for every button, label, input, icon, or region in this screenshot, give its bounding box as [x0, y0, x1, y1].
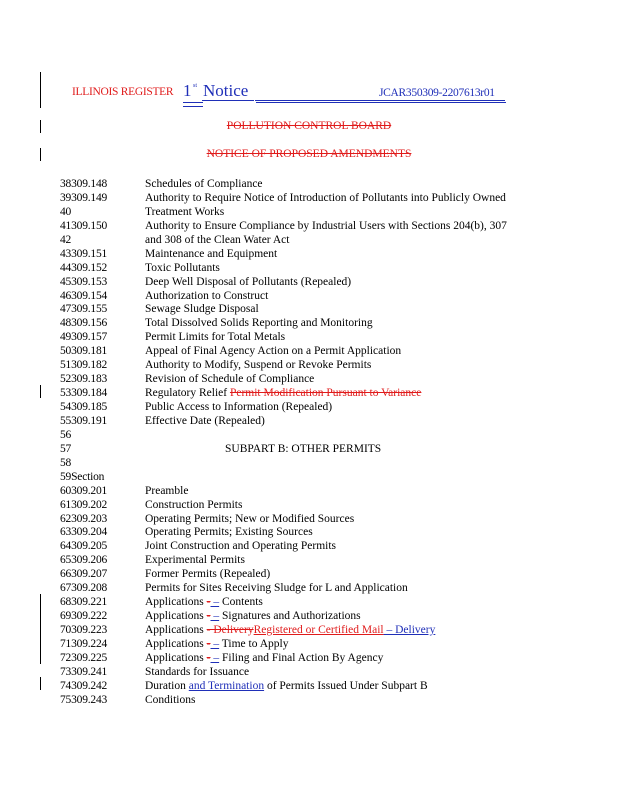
line-number: 54309.185 [60, 401, 108, 413]
table-row [60, 178, 507, 192]
line-number: 38309.148 [60, 178, 108, 190]
table-row [60, 554, 507, 568]
table-row [60, 568, 507, 582]
line-number: 49309.157 [60, 331, 108, 344]
inserted-text: and Termination [188, 679, 265, 692]
line-number: 56 [60, 428, 72, 441]
line-number: 51309.182 [60, 359, 108, 372]
table-row [60, 387, 507, 401]
line-number: 57 [60, 442, 72, 455]
line-number: 60309.201 [60, 484, 108, 497]
inserted-text: – Delivery [383, 624, 436, 636]
change-bar [40, 385, 41, 398]
change-bar [40, 72, 41, 108]
table-row: 69309.222 Applications - – Signatures and Authorizations [60, 610, 361, 623]
line-number: 62309.203 [60, 512, 108, 525]
line-number: 65309.206 [60, 554, 108, 567]
inserted-text: – [210, 610, 220, 623]
deleted-text: - [206, 596, 211, 609]
line-number: 44309.152 [60, 261, 108, 274]
table-row [60, 485, 507, 499]
line-number: 63309.204 [60, 526, 108, 539]
table-row: 70309.223 Applications - DeliveryRegistered or Certified Mail – Delivery [60, 624, 436, 636]
table-row [60, 234, 507, 248]
table-row [60, 513, 507, 527]
section-title: Public Access to Information (Repealed) [145, 401, 333, 413]
deleted-text: - Delivery [206, 624, 254, 636]
line-number: 68309.221 [60, 596, 108, 609]
line-number: 41309.150 [60, 219, 108, 232]
inserted-text: – [210, 637, 220, 650]
table-row [60, 345, 507, 359]
agency-name: POLLUTION CONTROL BOARD [226, 120, 392, 132]
line-number: 70309.223 [60, 624, 108, 636]
section-title: Treatment Works [145, 205, 225, 218]
line-number: 45309.153 [60, 275, 108, 288]
underline [255, 100, 505, 101]
underline [202, 100, 254, 101]
table-row [60, 220, 507, 234]
table-row: 74309.242 Duration and Termination of Permits Issued Under Subpart B [60, 679, 428, 692]
line-number: 52309.183 [60, 373, 108, 386]
line-number: 73309.241 [60, 665, 108, 678]
table-row [60, 415, 507, 429]
table-row [60, 582, 507, 596]
register-name: ILLINOIS REGISTER [72, 86, 174, 98]
section-title: Schedules of Compliance [145, 178, 263, 190]
table-row [60, 331, 507, 345]
page-header [72, 82, 512, 106]
section-title: Standards for Issuance [145, 665, 250, 678]
section-table [60, 178, 507, 708]
section-title: Maintenance and Equipment [145, 247, 278, 260]
page-number: 1 [183, 81, 192, 100]
deleted-text: Permit Modification Pursuant to Variance [229, 387, 422, 400]
line-number: 74309.242 [60, 679, 108, 692]
line-number: 64309.205 [60, 540, 108, 553]
line-number: 67309.208 [60, 582, 108, 595]
deleted-text: - [206, 651, 211, 664]
table-row: 72309.225 Applications - – Filing and Final Action By Agency [60, 651, 384, 664]
table-row [60, 526, 507, 540]
section-title: Operating Permits; Existing Sources [145, 526, 313, 539]
section-title: Deep Well Disposal of Pollutants (Repealed) [145, 275, 352, 288]
section-title: Preamble [145, 484, 189, 497]
table-row [60, 429, 507, 443]
section-title: Operating Permits; New or Modified Sources [145, 512, 355, 525]
notice-title: NOTICE OF PROPOSED AMENDMENTS [206, 148, 412, 160]
table-row [60, 443, 507, 457]
section-title: and 308 of the Clean Water Act [145, 233, 290, 246]
line-number: 53309.184 [60, 387, 108, 400]
change-bar [40, 594, 41, 664]
jcar-code: JCAR350309-2207613r01 [379, 87, 495, 99]
inserted-text: Registered or Certified Mail [253, 624, 384, 636]
line-number: 40 [60, 205, 72, 218]
section-title: Construction Permits [145, 498, 243, 511]
line-number: 72309.225 [60, 651, 108, 664]
line-number: 55309.191 [60, 414, 108, 427]
underline [256, 102, 506, 103]
table-row [60, 373, 507, 387]
line-number: 39309.149 [60, 191, 108, 204]
section-title: Appeal of Final Agency Action on a Permit Application [145, 345, 402, 358]
section-title: Permits for Sites Receiving Sludge for L and Application [145, 582, 408, 595]
line-number: 43309.151 [60, 247, 108, 260]
line-number: 46309.154 [60, 289, 108, 302]
line-number: 75309.243 [60, 693, 108, 706]
line-number: 47309.155 [60, 303, 108, 316]
section-title: Joint Construction and Operating Permits [145, 540, 337, 553]
page-number-suffix: st [193, 83, 198, 89]
line-number: 48309.156 [60, 317, 108, 330]
line-number: 50309.181 [60, 345, 108, 358]
section-title: Sewage Sludge Disposal [145, 303, 259, 316]
section-title: Authority to Require Notice of Introduction of Pollutants into Publicly Owned [145, 191, 506, 204]
section-title: Effective Date (Repealed) [145, 414, 265, 427]
notice-label: Notice [203, 81, 249, 100]
table-row [60, 540, 507, 554]
table-row: 71309.224 Applications - – Time to Apply [60, 637, 289, 650]
subpart-heading: SUBPART B: OTHER PERMITS [225, 442, 382, 455]
table-row [60, 317, 507, 331]
table-row [60, 401, 507, 415]
section-title: Permit Limits for Total Metals [145, 331, 286, 344]
table-row [60, 499, 507, 513]
section-title: Former Permits (Repealed) [145, 568, 271, 581]
table-row [60, 276, 507, 290]
table-row [60, 290, 507, 304]
section-title: Revision of Schedule of Compliance [145, 373, 315, 386]
section-title: Experimental Permits [145, 554, 245, 567]
section-title: Regulatory Relief [145, 387, 230, 400]
section-title: Toxic Pollutants [145, 261, 220, 274]
section-title: Conditions [145, 693, 196, 706]
line-number: 61309.202 [60, 498, 108, 511]
table-row [60, 248, 507, 262]
deleted-text: - [206, 610, 211, 623]
section-title: Total Dissolved Solids Reporting and Monitoring [145, 317, 373, 330]
table-row [60, 666, 507, 680]
line-number: 42 [60, 233, 72, 246]
deleted-text: - [206, 637, 211, 650]
table-row: 68309.221 Applications - – Contents [60, 596, 263, 609]
section-title: Authorization to Construct [145, 289, 269, 302]
table-row [60, 303, 507, 317]
table-row [60, 694, 507, 708]
change-bar [40, 677, 41, 690]
table-row [60, 206, 507, 220]
line-number: 71309.224 [60, 637, 108, 650]
line-number: 66309.207 [60, 568, 108, 581]
line-number: 59Section [60, 470, 105, 483]
inserted-text: – [210, 651, 220, 664]
line-number: 58 [60, 456, 72, 469]
table-row [60, 192, 507, 206]
underline [183, 102, 203, 103]
table-row [60, 262, 507, 276]
table-row [60, 471, 507, 485]
table-row [60, 359, 507, 373]
table-row [60, 457, 507, 471]
underline [183, 106, 203, 107]
section-title: Authority to Ensure Compliance by Industrial Users with Sections 204(b), 307 [145, 219, 507, 232]
line-number: 69309.222 [60, 610, 108, 623]
section-title: Authority to Modify, Suspend or Revoke Permits [145, 359, 372, 372]
inserted-text: – [210, 596, 220, 609]
